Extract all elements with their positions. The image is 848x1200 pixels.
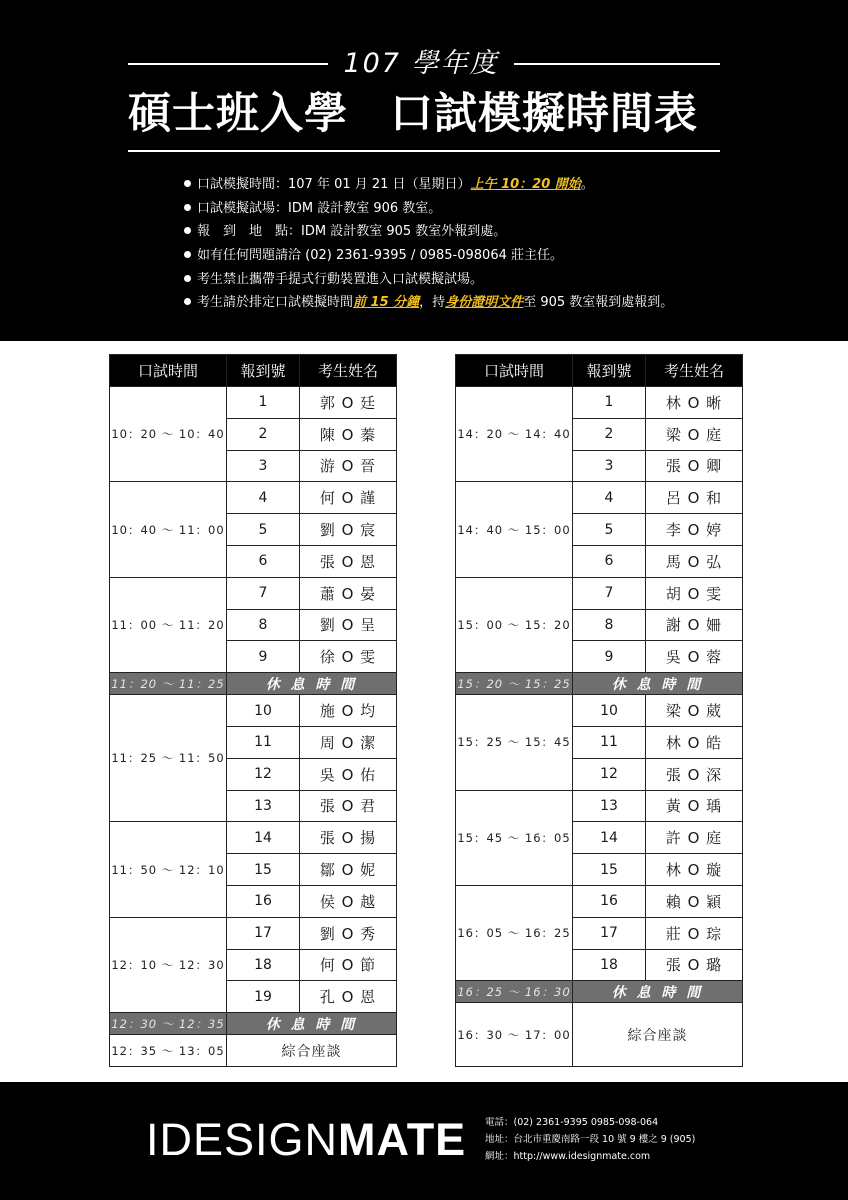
break-row bbox=[456, 981, 743, 1003]
time-slot: 16：05 ～ 16：25 bbox=[456, 885, 573, 980]
col-header-time: 口試時間 bbox=[456, 355, 573, 387]
note-text: 報 到 地 點：IDM 設計教室 905 教室外報到處。 bbox=[197, 224, 507, 240]
candidate-name: 莊 O 琮 bbox=[646, 917, 743, 949]
candidate-name: 周 O 潔 bbox=[300, 726, 397, 758]
note-text: 口試模擬試場：IDM 設計教室 906 教室。 bbox=[197, 200, 442, 216]
check-in-number: 16 bbox=[573, 885, 646, 917]
brand-logo bbox=[146, 1110, 466, 1170]
check-in-number: 11 bbox=[227, 726, 300, 758]
table-row bbox=[456, 387, 743, 419]
note-item bbox=[184, 173, 804, 197]
closing-row bbox=[456, 1003, 743, 1067]
table-row bbox=[110, 482, 397, 514]
candidate-name: 張 O 璐 bbox=[646, 949, 743, 981]
candidate-name: 吳 O 佑 bbox=[300, 758, 397, 790]
note-item bbox=[184, 268, 804, 292]
closing-label: 綜合座談 bbox=[573, 1003, 743, 1067]
contact-website[interactable]: 網址：http://www.idesignmate.com bbox=[485, 1151, 651, 1162]
check-in-number: 4 bbox=[227, 482, 300, 514]
note-item bbox=[184, 291, 804, 315]
candidate-name: 林 O 晰 bbox=[646, 387, 743, 419]
check-in-number: 17 bbox=[573, 917, 646, 949]
col-header-number: 報到號 bbox=[227, 355, 300, 387]
title-program: 碩士班入學 bbox=[128, 89, 348, 139]
candidate-name: 馬 O 弘 bbox=[646, 545, 743, 577]
table-row bbox=[110, 822, 397, 854]
page-title bbox=[128, 84, 720, 144]
candidate-name: 陳 O 蓁 bbox=[300, 418, 397, 450]
check-in-number: 3 bbox=[573, 450, 646, 482]
candidate-name: 劉 O 秀 bbox=[300, 917, 397, 949]
bullet-icon bbox=[184, 180, 191, 187]
check-in-number: 18 bbox=[573, 949, 646, 981]
candidate-name: 梁 O 庭 bbox=[646, 418, 743, 450]
check-in-number: 13 bbox=[573, 790, 646, 822]
time-slot: 10：40 ～ 11：00 bbox=[110, 482, 227, 577]
closing-time: 12：35 ～ 13：05 bbox=[110, 1035, 227, 1067]
table-row bbox=[456, 790, 743, 822]
candidate-name: 劉 O 呈 bbox=[300, 609, 397, 641]
time-slot: 14：40 ～ 15：00 bbox=[456, 482, 573, 577]
check-in-number: 17 bbox=[227, 917, 300, 949]
year-rule-right bbox=[514, 63, 720, 65]
schedule-table-morning bbox=[109, 354, 397, 1067]
candidate-name: 鄒 O 妮 bbox=[300, 854, 397, 886]
candidate-name: 賴 O 穎 bbox=[646, 885, 743, 917]
candidate-name: 林 O 璇 bbox=[646, 854, 743, 886]
check-in-number: 8 bbox=[573, 609, 646, 641]
note-item bbox=[184, 197, 804, 221]
col-header-name: 考生姓名 bbox=[300, 355, 397, 387]
candidate-name: 施 O 均 bbox=[300, 695, 397, 727]
contact-address: 地址：台北市重慶南路一段 10 號 9 樓之 9 (905) bbox=[485, 1134, 696, 1145]
table-header-row bbox=[110, 355, 397, 387]
time-slot: 15：45 ～ 16：05 bbox=[456, 790, 573, 885]
time-slot: 11：00 ～ 11：20 bbox=[110, 577, 227, 672]
check-in-number: 1 bbox=[573, 387, 646, 419]
logo-text-bold: MATE bbox=[338, 1114, 467, 1165]
header-banner bbox=[0, 0, 848, 341]
bullet-icon bbox=[184, 298, 191, 305]
check-in-number: 1 bbox=[227, 387, 300, 419]
check-in-number: 15 bbox=[227, 854, 300, 886]
check-in-number: 5 bbox=[227, 514, 300, 546]
col-header-name: 考生姓名 bbox=[646, 355, 743, 387]
logo-text-thin: IDESIGN bbox=[146, 1114, 339, 1165]
check-in-number: 14 bbox=[573, 822, 646, 854]
table-row bbox=[456, 885, 743, 917]
bullet-icon bbox=[184, 251, 191, 258]
time-slot: 14：20 ～ 14：40 bbox=[456, 387, 573, 482]
check-in-number: 8 bbox=[227, 609, 300, 641]
candidate-name: 胡 O 雯 bbox=[646, 577, 743, 609]
time-slot: 11：50 ～ 12：10 bbox=[110, 822, 227, 917]
title-underline bbox=[128, 150, 720, 152]
candidate-name: 徐 O 雯 bbox=[300, 641, 397, 673]
break-row bbox=[456, 673, 743, 695]
break-label: 休 息 時 間 bbox=[227, 1013, 397, 1035]
break-time: 11：20 ～ 11：25 bbox=[110, 673, 227, 695]
check-in-number: 4 bbox=[573, 482, 646, 514]
note-text: 考生請於排定口試模擬時間 bbox=[197, 295, 354, 311]
table-row bbox=[110, 695, 397, 727]
candidate-name: 張 O 深 bbox=[646, 758, 743, 790]
candidate-name: 林 O 皓 bbox=[646, 726, 743, 758]
contact-info bbox=[485, 1114, 695, 1165]
break-time: 15：20 ～ 15：25 bbox=[456, 673, 573, 695]
candidate-name: 侯 O 越 bbox=[300, 885, 397, 917]
check-in-number: 14 bbox=[227, 822, 300, 854]
candidate-name: 何 O 節 bbox=[300, 949, 397, 981]
note-text: ，持 bbox=[419, 295, 446, 311]
check-in-number: 3 bbox=[227, 450, 300, 482]
candidate-name: 黃 O 瑀 bbox=[646, 790, 743, 822]
note-highlight: 上午 10：20 開始 bbox=[470, 177, 581, 192]
table-row bbox=[456, 577, 743, 609]
col-header-number: 報到號 bbox=[573, 355, 646, 387]
candidate-name: 謝 O 姍 bbox=[646, 609, 743, 641]
time-slot: 11：25 ～ 11：50 bbox=[110, 695, 227, 822]
year-row bbox=[128, 46, 720, 82]
time-slot: 12：10 ～ 12：30 bbox=[110, 917, 227, 1012]
note-text: 如有任何問題請洽 (02) 2361-9395 / 0985-098064 莊主任。 bbox=[197, 248, 563, 264]
break-time: 16：25 ～ 16：30 bbox=[456, 981, 573, 1003]
check-in-number: 6 bbox=[573, 545, 646, 577]
candidate-name: 張 O 揚 bbox=[300, 822, 397, 854]
title-schedule: 口試模擬時間表 bbox=[390, 89, 698, 139]
check-in-number: 6 bbox=[227, 545, 300, 577]
schedule-table-afternoon bbox=[455, 354, 743, 1067]
check-in-number: 16 bbox=[227, 885, 300, 917]
year-rule-left bbox=[128, 63, 328, 65]
check-in-number: 9 bbox=[573, 641, 646, 673]
candidate-name: 梁 O 葳 bbox=[646, 695, 743, 727]
check-in-number: 10 bbox=[227, 695, 300, 727]
table-header-row bbox=[456, 355, 743, 387]
closing-row bbox=[110, 1035, 397, 1067]
time-slot: 10：20 ～ 10：40 bbox=[110, 387, 227, 482]
check-in-number: 2 bbox=[573, 418, 646, 450]
break-label: 休 息 時 間 bbox=[573, 673, 743, 695]
candidate-name: 許 O 庭 bbox=[646, 822, 743, 854]
check-in-number: 12 bbox=[227, 758, 300, 790]
table-row bbox=[110, 387, 397, 419]
break-row bbox=[110, 1013, 397, 1035]
candidate-name: 游 O 晉 bbox=[300, 450, 397, 482]
table-row bbox=[456, 482, 743, 514]
check-in-number: 12 bbox=[573, 758, 646, 790]
table-row bbox=[110, 917, 397, 949]
note-text: 考生禁止攜帶手提式行動裝置進入口試模擬試場。 bbox=[197, 271, 484, 287]
check-in-number: 10 bbox=[573, 695, 646, 727]
break-label: 休 息 時 間 bbox=[227, 673, 397, 695]
break-time: 12：30 ～ 12：35 bbox=[110, 1013, 227, 1035]
check-in-number: 7 bbox=[573, 577, 646, 609]
candidate-name: 何 O 謹 bbox=[300, 482, 397, 514]
footer-banner bbox=[0, 1082, 848, 1200]
contact-phone: 電話：(02) 2361-9395 0985-098-064 bbox=[485, 1117, 659, 1128]
check-in-number: 2 bbox=[227, 418, 300, 450]
break-label: 休 息 時 間 bbox=[573, 981, 743, 1003]
candidate-name: 張 O 君 bbox=[300, 790, 397, 822]
check-in-number: 7 bbox=[227, 577, 300, 609]
check-in-number: 13 bbox=[227, 790, 300, 822]
check-in-number: 9 bbox=[227, 641, 300, 673]
candidate-name: 劉 O 宸 bbox=[300, 514, 397, 546]
note-text: 至 905 教室報到處報到。 bbox=[523, 295, 674, 311]
academic-year: 107 學年度 bbox=[343, 48, 499, 79]
notes-list bbox=[184, 173, 804, 315]
closing-time: 16：30 ～ 17：00 bbox=[456, 1003, 573, 1067]
bullet-icon bbox=[184, 227, 191, 234]
check-in-number: 11 bbox=[573, 726, 646, 758]
col-header-time: 口試時間 bbox=[110, 355, 227, 387]
check-in-number: 19 bbox=[227, 981, 300, 1013]
candidate-name: 孔 O 恩 bbox=[300, 981, 397, 1013]
note-text: 口試模擬時間：107 年 01 月 21 日（星期日） bbox=[197, 177, 471, 192]
note-item bbox=[184, 220, 804, 244]
candidate-name: 張 O 恩 bbox=[300, 545, 397, 577]
closing-label: 綜合座談 bbox=[227, 1035, 397, 1067]
check-in-number: 18 bbox=[227, 949, 300, 981]
note-highlight: 前 15 分鐘 bbox=[353, 295, 420, 311]
check-in-number: 5 bbox=[573, 514, 646, 546]
candidate-name: 呂 O 和 bbox=[646, 482, 743, 514]
time-slot: 15：00 ～ 15：20 bbox=[456, 577, 573, 672]
candidate-name: 蕭 O 晏 bbox=[300, 577, 397, 609]
check-in-number: 15 bbox=[573, 854, 646, 886]
candidate-name: 吳 O 蓉 bbox=[646, 641, 743, 673]
bullet-icon bbox=[184, 275, 191, 282]
candidate-name: 郭 O 廷 bbox=[300, 387, 397, 419]
time-slot: 15：25 ～ 15：45 bbox=[456, 695, 573, 790]
note-item bbox=[184, 244, 804, 268]
table-row bbox=[456, 695, 743, 727]
bullet-icon bbox=[184, 204, 191, 211]
candidate-name: 張 O 卿 bbox=[646, 450, 743, 482]
table-row bbox=[110, 577, 397, 609]
break-row bbox=[110, 673, 397, 695]
note-highlight: 身份證明文件 bbox=[445, 295, 524, 311]
note-text: 。 bbox=[580, 177, 594, 192]
candidate-name: 李 O 婷 bbox=[646, 514, 743, 546]
